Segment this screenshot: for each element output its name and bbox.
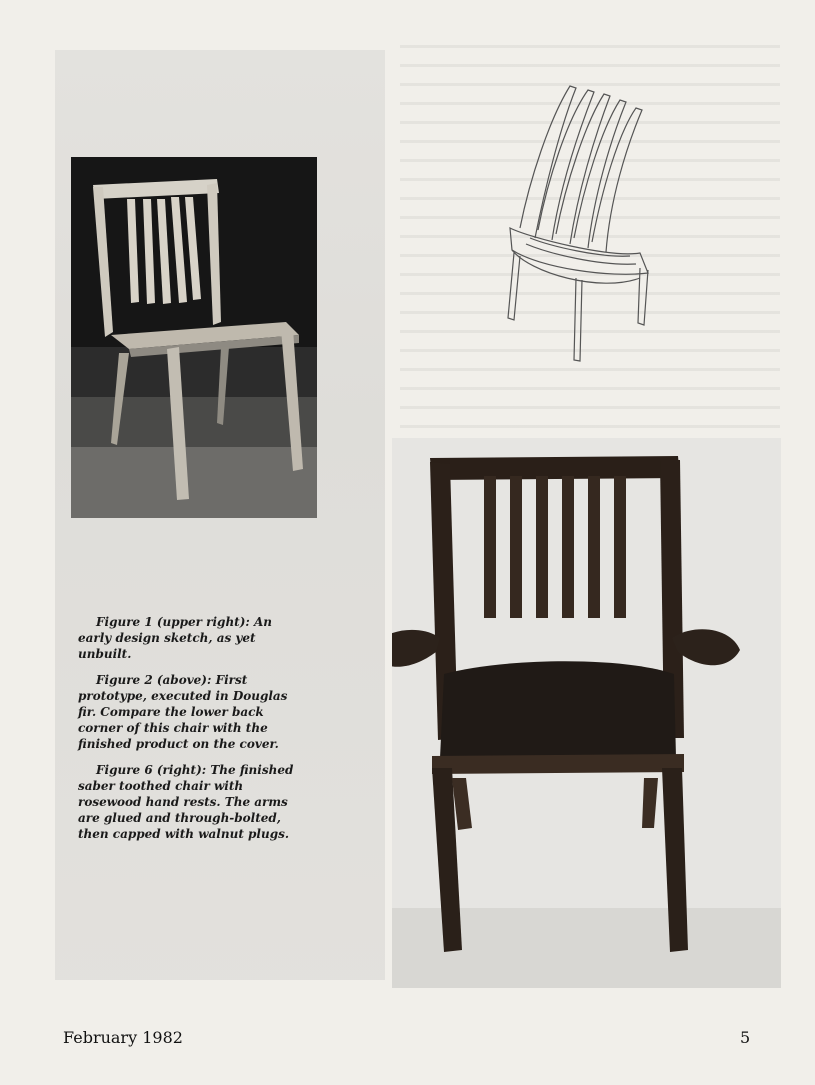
figure-1-sketch	[490, 78, 665, 363]
issue-date: February 1982	[63, 1028, 183, 1047]
caption-figure-6: Figure 6 (right): The finished saber toothed chair with rosewood hand rests. The arms are glued and through-bolted, then capped with walnut plugs.	[78, 763, 294, 841]
figure-captions	[78, 614, 302, 852]
page-number: 5	[740, 1028, 751, 1047]
figure-6-finished-chair-photo	[392, 438, 781, 988]
figure-2-prototype-photo	[71, 157, 317, 518]
caption-figure-1: Figure 1 (upper right): An early design sketch, as yet unbuilt.	[78, 615, 273, 661]
caption-figure-2: Figure 2 (above): First prototype, executed in Douglas fir. Compare the lower back corner of this chair with the finished product on the cover.	[78, 673, 288, 751]
